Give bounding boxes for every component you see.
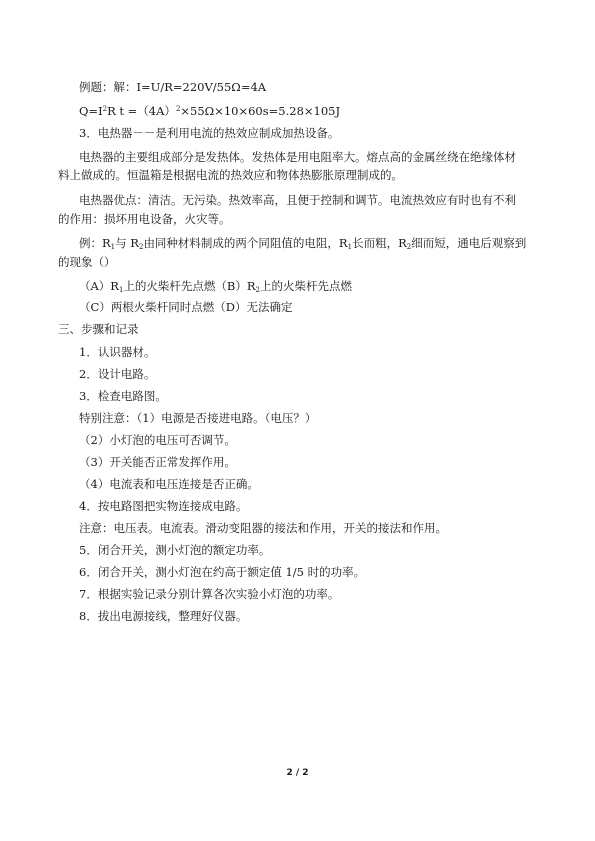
text-span: 7．根据实验记录分别计算各次实验小灯泡的功率。: [79, 587, 340, 601]
text-span: 长而粗，R: [352, 236, 407, 250]
step-7: [79, 587, 339, 601]
step-4: [79, 499, 247, 513]
text-span: 4．按电路图把实物连接成电路。: [79, 499, 248, 513]
subscript: 1: [347, 243, 353, 251]
text-span: 5．闭合开关，测小灯泡的额定功率。: [79, 543, 271, 557]
text-span: （4）电流表和电压连接是否正确。: [79, 477, 259, 491]
question-options-ab: [79, 279, 352, 293]
step-8: [79, 609, 247, 623]
superscript: 2: [175, 105, 181, 113]
text-span: （C）两根火柴杆同时点燃（D）无法确定: [79, 300, 293, 314]
text-span: 8．拔出电源接线，整理好仪器。: [79, 609, 248, 623]
text-span: （A）R: [79, 279, 119, 293]
text-span: 电热器的主要组成部分是发热体。发热体是用电阻率大。熔点高的金属丝绕在绝缘体材: [79, 150, 516, 164]
text-span: 的现象（）: [58, 255, 116, 269]
text-span: 上的火柴杆先点燃: [260, 279, 353, 293]
note-5: [79, 521, 447, 535]
text-span: 与 R: [115, 236, 139, 250]
heater-paragraph-1-line-2: [58, 168, 403, 182]
step-3: [79, 389, 167, 403]
heat-formula-line: [79, 104, 340, 118]
subscript: 2: [406, 243, 412, 251]
text-span: 上的火柴杆先点燃（B）R: [123, 279, 256, 293]
text-span: 特别注意：（1）电源是否接进电路。（电压？）: [79, 411, 317, 425]
subscript: 1: [110, 243, 116, 251]
note-3: [79, 455, 236, 469]
text-span: （2）小灯泡的电压可否调节。: [79, 433, 236, 447]
text-span: 3．电热器－－是利用电流的热效应制成加热设备。: [79, 126, 340, 140]
text-span: 由同种材料制成的两个同阻值的电阻，R: [143, 236, 348, 250]
step-2: [79, 367, 155, 381]
section-3-title: [58, 322, 139, 336]
question-line-1: [79, 236, 526, 250]
text-span: R t =（4A）: [107, 104, 176, 118]
step-1: [79, 345, 155, 359]
note-1: [79, 411, 316, 425]
question-options-cd: [79, 300, 293, 314]
step-6: [79, 565, 365, 579]
step-5: [79, 543, 270, 557]
text-span: 料上做成的。恒温箱是根据电流的热效应和物体热膨胀原理制成的。: [58, 168, 403, 182]
note-2: [79, 433, 236, 447]
text-span: 注意：电压表。电流表。滑动变阻器的接法和作用，开关的接法和作用。: [79, 521, 447, 535]
heater-heading: [79, 126, 339, 140]
subscript: 2: [255, 286, 261, 294]
text-span: 2．设计电路。: [79, 367, 156, 381]
text-span: 1．认识器材。: [79, 345, 156, 359]
heater-paragraph-2-line-1: [79, 193, 516, 207]
text-span: （3）开关能否正常发挥作用。: [79, 455, 236, 469]
text-span: ×55Ω×10×60s=5.28×105J: [180, 104, 341, 118]
text-span: Q=I: [79, 104, 103, 118]
text-span: 6．闭合开关，测小灯泡在约高于额定值 1/5 时的功率。: [79, 565, 366, 579]
superscript: 2: [102, 105, 108, 113]
text-span: 电热器优点：清洁。无污染。热效率高，且便于控制和调节。电流热效应有时也有不利: [79, 193, 516, 207]
note-4: [79, 477, 259, 491]
subscript: 1: [118, 286, 124, 294]
heater-paragraph-1-line-1: [79, 150, 516, 164]
subscript: 2: [138, 243, 144, 251]
text-span: 三、步骤和记录: [58, 322, 139, 336]
text-span: 3．检查电路图。: [79, 389, 167, 403]
text-span: 例题：解：I=U/R=220V/55Ω=4A: [79, 80, 267, 94]
text-span: 细而短，通电后观察到: [411, 236, 527, 250]
question-line-2: [58, 255, 116, 269]
text-span: 例：R: [79, 236, 111, 250]
heater-paragraph-2-line-2: [58, 212, 231, 226]
example-solution-line: [79, 80, 266, 94]
text-span: 的作用：损坏用电设备，火灾等。: [58, 212, 231, 226]
page-number: 2 / 2: [286, 768, 309, 778]
